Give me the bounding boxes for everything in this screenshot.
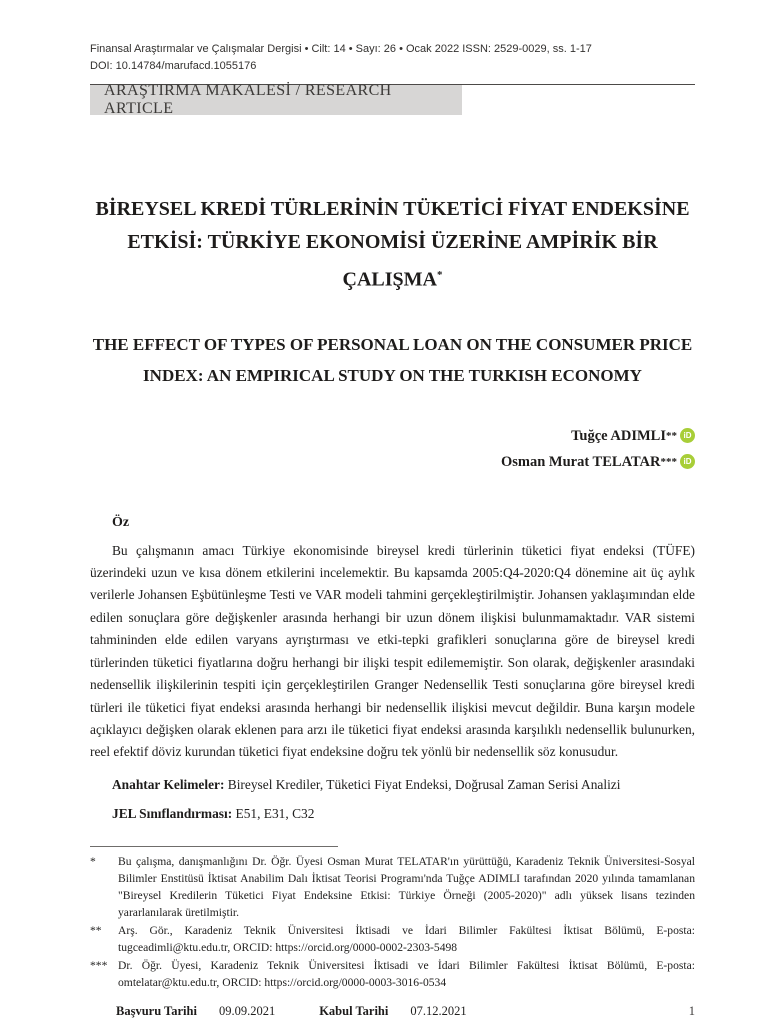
jel-value: E51, E31, C32 — [232, 805, 315, 821]
author-line — [90, 423, 695, 449]
jel-label: JEL Sınıflandırması: — [112, 805, 233, 821]
keywords-label: Anahtar Kelimeler: — [112, 776, 225, 792]
author-name: Tuğçe ADIMLI — [571, 427, 666, 444]
footnote-divider — [90, 846, 338, 847]
author-footnote-mark: *** — [660, 455, 677, 468]
journal-info-line: Finansal Araştırmalar ve Çalışmalar Dergisi • Cilt: 14 • Sayı: 26 • Ocak 2022 ISSN: 2529-0029, ss. 1-17 — [90, 43, 592, 55]
title-turkish: BİREYSEL KREDİ TÜRLERİNİN TÜKETİCİ FİYAT ENDEKSİNE ETKİSİ: TÜRKİYE EKONOMİSİ ÜZERİNE AMPİRİK BİR ÇALIŞMA* — [95, 198, 690, 291]
footnote-text: Bu çalışma, danışmanlığını Dr. Öğr. Üyesi Osman Murat TELATAR'ın yürüttüğü, Karadeniz Teknik Üniversitesi-Sosyal Bilimler Enstitüsü İktisat Anabilim Dalı İktisat Teorisi Programı'nda Tuğçe ADIMLI tarafından 2020 yılında tamamlanan "Bireysel Kredilerin Tüketici Fiyat Endeksine Etkisi: Türkiye Örneği (2005-2020)" adlı yüksek lisans tezinden yararlanılarak üretilmiştir. — [118, 854, 695, 919]
article-type-label: ARAŞTIRMA MAKALESİ / RESEARCH ARTICLE — [104, 82, 392, 117]
article-type-badge — [90, 82, 462, 117]
footnote-block — [90, 853, 695, 991]
author-block — [90, 423, 695, 475]
author-footnote-mark: ** — [666, 429, 677, 442]
footnote-text: Dr. Öğr. Üyesi, Karadeniz Teknik Üniversitesi İktisadi ve İdari Bilimler Fakültesi İktisat Bölümü, E-posta: omtelatar@ktu.edu.tr, ORCID: https://orcid.org/0000-0003-3016-0534 — [118, 958, 695, 989]
keywords-line — [90, 777, 695, 793]
submission-date-value: 09.09.2021 — [218, 1003, 276, 1018]
footnote-marker: * — [90, 854, 96, 868]
footnote-marker: *** — [90, 958, 108, 972]
accepted-date-value: 07.12.2021 — [410, 1003, 467, 1018]
keywords-value: Bireysel Krediler, Tüketici Fiyat Endeksi, Doğrusal Zaman Serisi Analizi — [224, 776, 621, 792]
footnote-item — [90, 922, 695, 956]
abstract-text: Bu çalışmanın amacı Türkiye ekonomisinde bireysel kredi türlerinin tüketici fiyat endeksi (TÜFE) üzerindeki uzun ve kısa dönem etkilerini incelemektir. Bu kapsamda 2005:Q4-2020:Q4 dönemine ait üç aylık verilerle Johansen Eşbütünleşme Testi ve VAR modeli tahmini gerçekleştirilmiştir. Johansen yaklaşımından elde edilen sonuçlara göre değişkenler arasında herhangi bir uzun dönem ilişkisi bulunmamaktadır. VAR sistemi tahmininden elde edilen varyans ayrıştırması ve etki-tepki grafikleri sonuçlarına göre de bireysel kredi türlerinden tüketici fiyatlarına doğru herhangi bir ilişki tespit edilememiştir. Son olarak, değişkenler arasındaki nedensellik ilişkilerinin tespiti için gerçekleştirilen Granger Nedensellik Testi sonuçlarına göre bireysel kredi türleri ile tüketici fiyat endeksi arasında herhangi bir nedensellik ilişkisi mevcut değildir. Buna karşın modele açıklayıcı değişken olarak eklenen para arzı ile tüketici fiyat endeksi arasında karşılıklı nedensellik bulunurken, reel efektif döviz kurundan tüketici fiyat endeksine doğru tek yönlü bir nedensellik söz konusudur. — [90, 542, 695, 760]
page-footer — [90, 1004, 695, 1019]
abstract-heading: Öz — [112, 514, 130, 530]
author-name: Osman Murat TELATAR — [500, 453, 661, 470]
title-english: THE EFFECT OF TYPES OF PERSONAL LOAN ON THE CONSUMER PRICE INDEX: AN EMPIRICAL STUDY ON THE TURKISH ECONOMY — [92, 334, 693, 385]
footnote-item — [90, 853, 695, 921]
doi-line: DOI: 10.14784/marufacd.1055176 — [90, 60, 257, 72]
accepted-date-label: Kabul Tarihi — [319, 1003, 389, 1018]
author-line — [90, 449, 695, 475]
title-footnote-mark: * — [436, 269, 443, 281]
orcid-icon[interactable]: iD — [680, 454, 695, 469]
submission-date-label: Başvuru Tarihi — [116, 1003, 197, 1018]
jel-line — [90, 806, 695, 822]
footnote-text: Arş. Gör., Karadeniz Teknik Üniversitesi İktisadi ve İdari Bilimler Fakültesi İktisat Bölümü, E-posta: tugceadimli@ktu.edu.tr, ORCID: https://orcid.org/0000-0002-2303-5498 — [118, 923, 695, 954]
page-number: 1 — [688, 1003, 695, 1018]
footnote-marker: ** — [90, 923, 102, 937]
footnote-item — [90, 957, 695, 991]
orcid-icon[interactable]: iD — [680, 428, 695, 443]
